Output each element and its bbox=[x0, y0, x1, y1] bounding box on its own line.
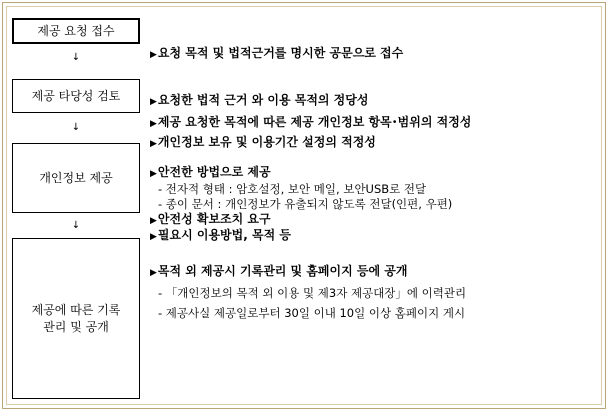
bullet-triangle-icon: ▶ bbox=[150, 50, 157, 60]
step-personal-info-provision bbox=[12, 143, 140, 213]
desc-line: ▶요청한 법적 근거 와 이용 목적의 정당성 bbox=[150, 93, 369, 107]
desc-line: ▶안전한 방법으로 제공 bbox=[150, 165, 271, 179]
step-label: 제공에 따른 기록 관리 및 공개 bbox=[31, 302, 121, 334]
desc-subline: - 제공사실 제공일로부터 30일 이내 10일 이상 홈페이지 게시 bbox=[158, 306, 466, 320]
desc-subline: - 「개인정보의 목적 외 이용 및 제3자 제공대장」에 이력관리 bbox=[158, 286, 467, 300]
down-arrow-icon: ↓ bbox=[71, 122, 81, 133]
desc-line: ▶목적 외 제공시 기록관리 및 홈페이지 등에 공개 bbox=[150, 264, 408, 278]
bullet-triangle-icon: ▶ bbox=[150, 119, 157, 129]
desc-line: ▶안전성 확보조치 요구 bbox=[150, 212, 271, 226]
down-arrow-icon: ↓ bbox=[71, 52, 81, 63]
bullet-triangle-icon: ▶ bbox=[150, 97, 157, 107]
step-request-receipt bbox=[12, 18, 140, 44]
step-record-and-disclosure bbox=[12, 238, 140, 399]
bullet-triangle-icon: ▶ bbox=[150, 169, 157, 179]
bullet-triangle-icon: ▶ bbox=[150, 232, 157, 242]
step-label: 제공 요청 접수 bbox=[37, 23, 115, 38]
bullet-triangle-icon: ▶ bbox=[150, 216, 157, 226]
step-label: 개인정보 제공 bbox=[39, 170, 113, 185]
step-validity-review bbox=[12, 79, 140, 113]
bullet-triangle-icon: ▶ bbox=[150, 139, 157, 149]
desc-line: ▶요청 목적 및 법적근거를 명시한 공문으로 접수 bbox=[150, 46, 404, 60]
desc-line: ▶제공 요청한 목적에 따른 제공 개인정보 항목･범위의 적정성 bbox=[150, 115, 472, 129]
desc-subline: - 전자적 형태 : 암호설정, 보안 메일, 보안USB로 전달 bbox=[158, 182, 427, 196]
down-arrow-icon: ↓ bbox=[71, 220, 81, 231]
desc-line: ▶필요시 이용방법, 목적 등 bbox=[150, 228, 291, 242]
step-label: 제공 타당성 검토 bbox=[31, 88, 121, 103]
bullet-triangle-icon: ▶ bbox=[150, 268, 157, 278]
desc-line: ▶개인정보 보유 및 이용기간 설정의 적정성 bbox=[150, 135, 376, 149]
desc-subline: - 종이 문서 : 개인정보가 유출되지 않도록 전달(인편, 우편) bbox=[158, 197, 453, 211]
